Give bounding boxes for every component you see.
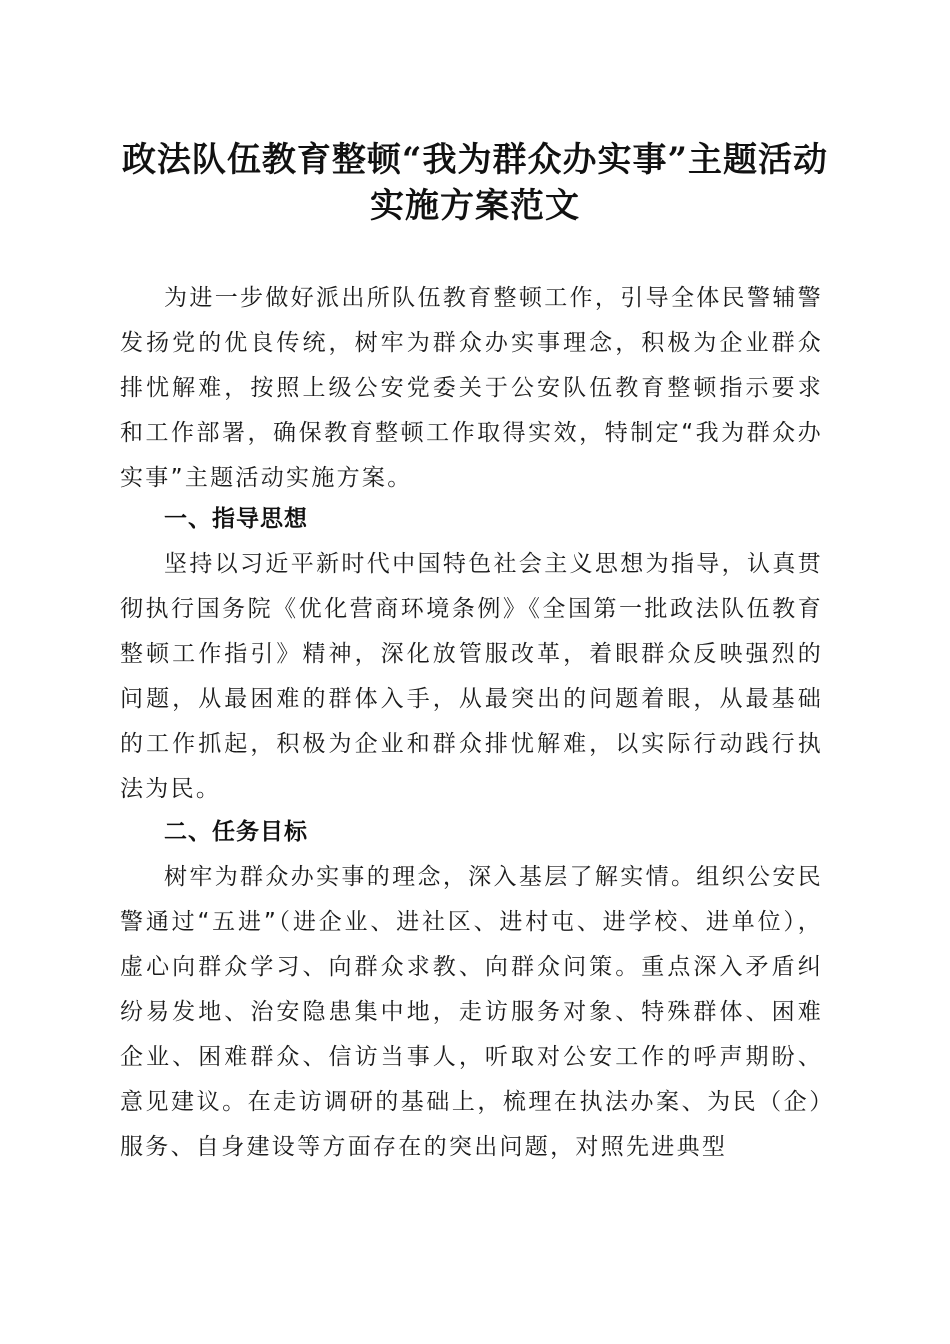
section-paragraph-task-goals: 树牢为群众办实事的理念，深入基层了解实情。组织公安民警通过“五进”（进企业、进社区、进村屯、进学校、进单位），虚心向群众学习、向群众求教、向群众问策。重点深入矛盾纠纷易发地、治安隐患集中地，走访服务对象、特殊群体、困难企业、困难群众、信访当事人，听取对公安工作的呼声期盼、意见建议。在走访调研的基础上，梳理在执法办案、为民（企）服务、自身建设等方面存在的突出问题，对照先进典型 [120, 864, 823, 1160]
intro-paragraph: 为进一步做好派出所队伍教育整顿工作，引导全体民警辅警发扬党的优良传统，树牢为群众办实事理念，积极为企业群众排忧解难，按照上级公安党委关于公安队伍教育整顿指示要求和工作部署，确保教育整顿工作取得实效，特制定“我为群众办实事”主题活动实施方案。 [120, 285, 823, 491]
document-title: 政法队伍教育整顿“我为群众办实事”主题活动实施方案范文 [121, 140, 829, 226]
section-heading-guiding-ideology: 一、指导思想 [164, 506, 308, 532]
section-heading-task-goals: 二、任务目标 [164, 819, 308, 845]
section-paragraph-guiding-ideology: 坚持以习近平新时代中国特色社会主义思想为指导，认真贯彻执行国务院《优化营商环境条例》《全国第一批政法队伍教育整顿工作指引》精神，深化放管服改革，着眼群众反映强烈的问题，从最困难的群体入手，从最突出的问题着眼，从最基础的工作抓起，积极为企业和群众排忧解难，以实际行动践行执法为民。 [120, 551, 823, 802]
